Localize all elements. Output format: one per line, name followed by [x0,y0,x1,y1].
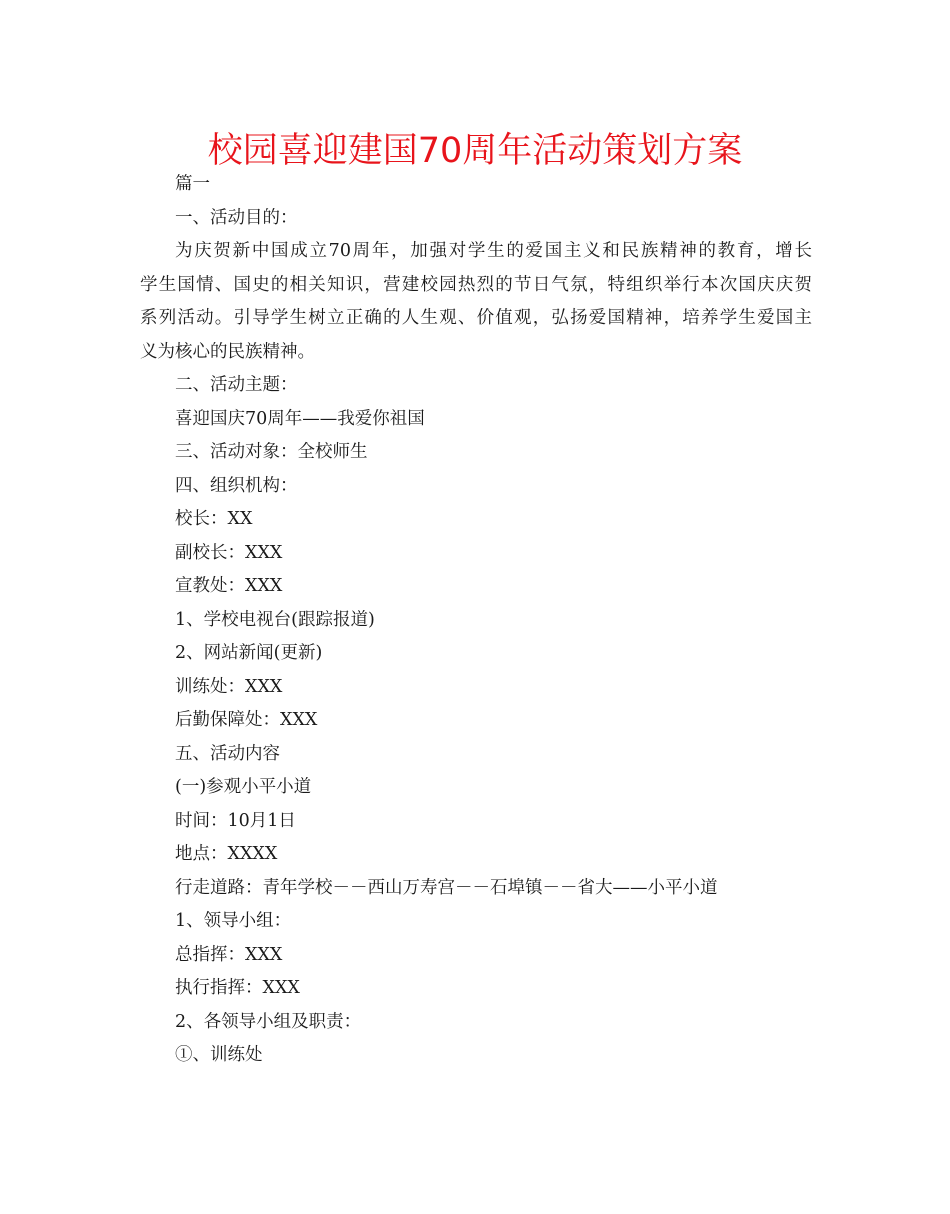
activity-route: 行走道路：青年学校－－西山万寿宫－－石埠镇－－省大——小平小道 [175,877,718,898]
purpose-line: 义为核心的民族精神。 [140,341,315,362]
heading-content: 五、活动内容 [175,743,280,764]
activity-location: 地点：XXXX [175,844,278,864]
org-vice-principal: 副校长：XXX [175,542,283,563]
section-label: 篇一 [175,174,210,194]
duties-heading: 2、各领导小组及职责： [175,1011,362,1032]
org-logistics-office: 后勤保障处：XXX [175,710,318,730]
heading-theme: 二、活动主题： [175,375,298,395]
org-item-tv: 1、学校电视台(跟踪报道) [175,609,375,630]
activity-title: (一)参观小平小道 [175,777,312,797]
org-publicity-office: 宣教处：XXX [175,576,283,596]
activity-time: 时间：10月1日 [175,810,296,831]
purpose-line: 系列活动。引导学生树立正确的人生观、价值观，弘扬爱国精神，培养学生爱国主 [140,308,812,328]
org-training-office: 训练处：XXX [175,676,283,697]
document-title: 校园喜迎建国70周年活动策划方案 [207,131,743,171]
heading-audience: 三、活动对象：全校师生 [175,442,368,462]
chief-commander: 总指挥：XXX [175,944,283,965]
theme-text: 喜迎国庆70周年——我爱你祖国 [175,408,425,429]
executive-commander: 执行指挥：XXX [175,978,300,998]
org-item-web: 2、网站新闻(更新) [175,643,323,663]
document-body [140,168,812,1073]
heading-organization: 四、组织机构： [175,475,298,496]
org-principal: 校长：XX [175,509,253,529]
purpose-line: 学生国情、国史的相关知识，营建校园热烈的节日气氛，特组织举行本次国庆庆贺 [140,274,812,295]
heading-purpose: 一、活动目的： [175,207,298,228]
duty-training-office: ①、训练处 [175,1045,263,1065]
leadership-heading: 1、领导小组： [175,911,292,931]
purpose-line: 为庆贺新中国成立70周年，加强对学生的爱国主义和民族精神的教育，增长 [175,241,812,261]
